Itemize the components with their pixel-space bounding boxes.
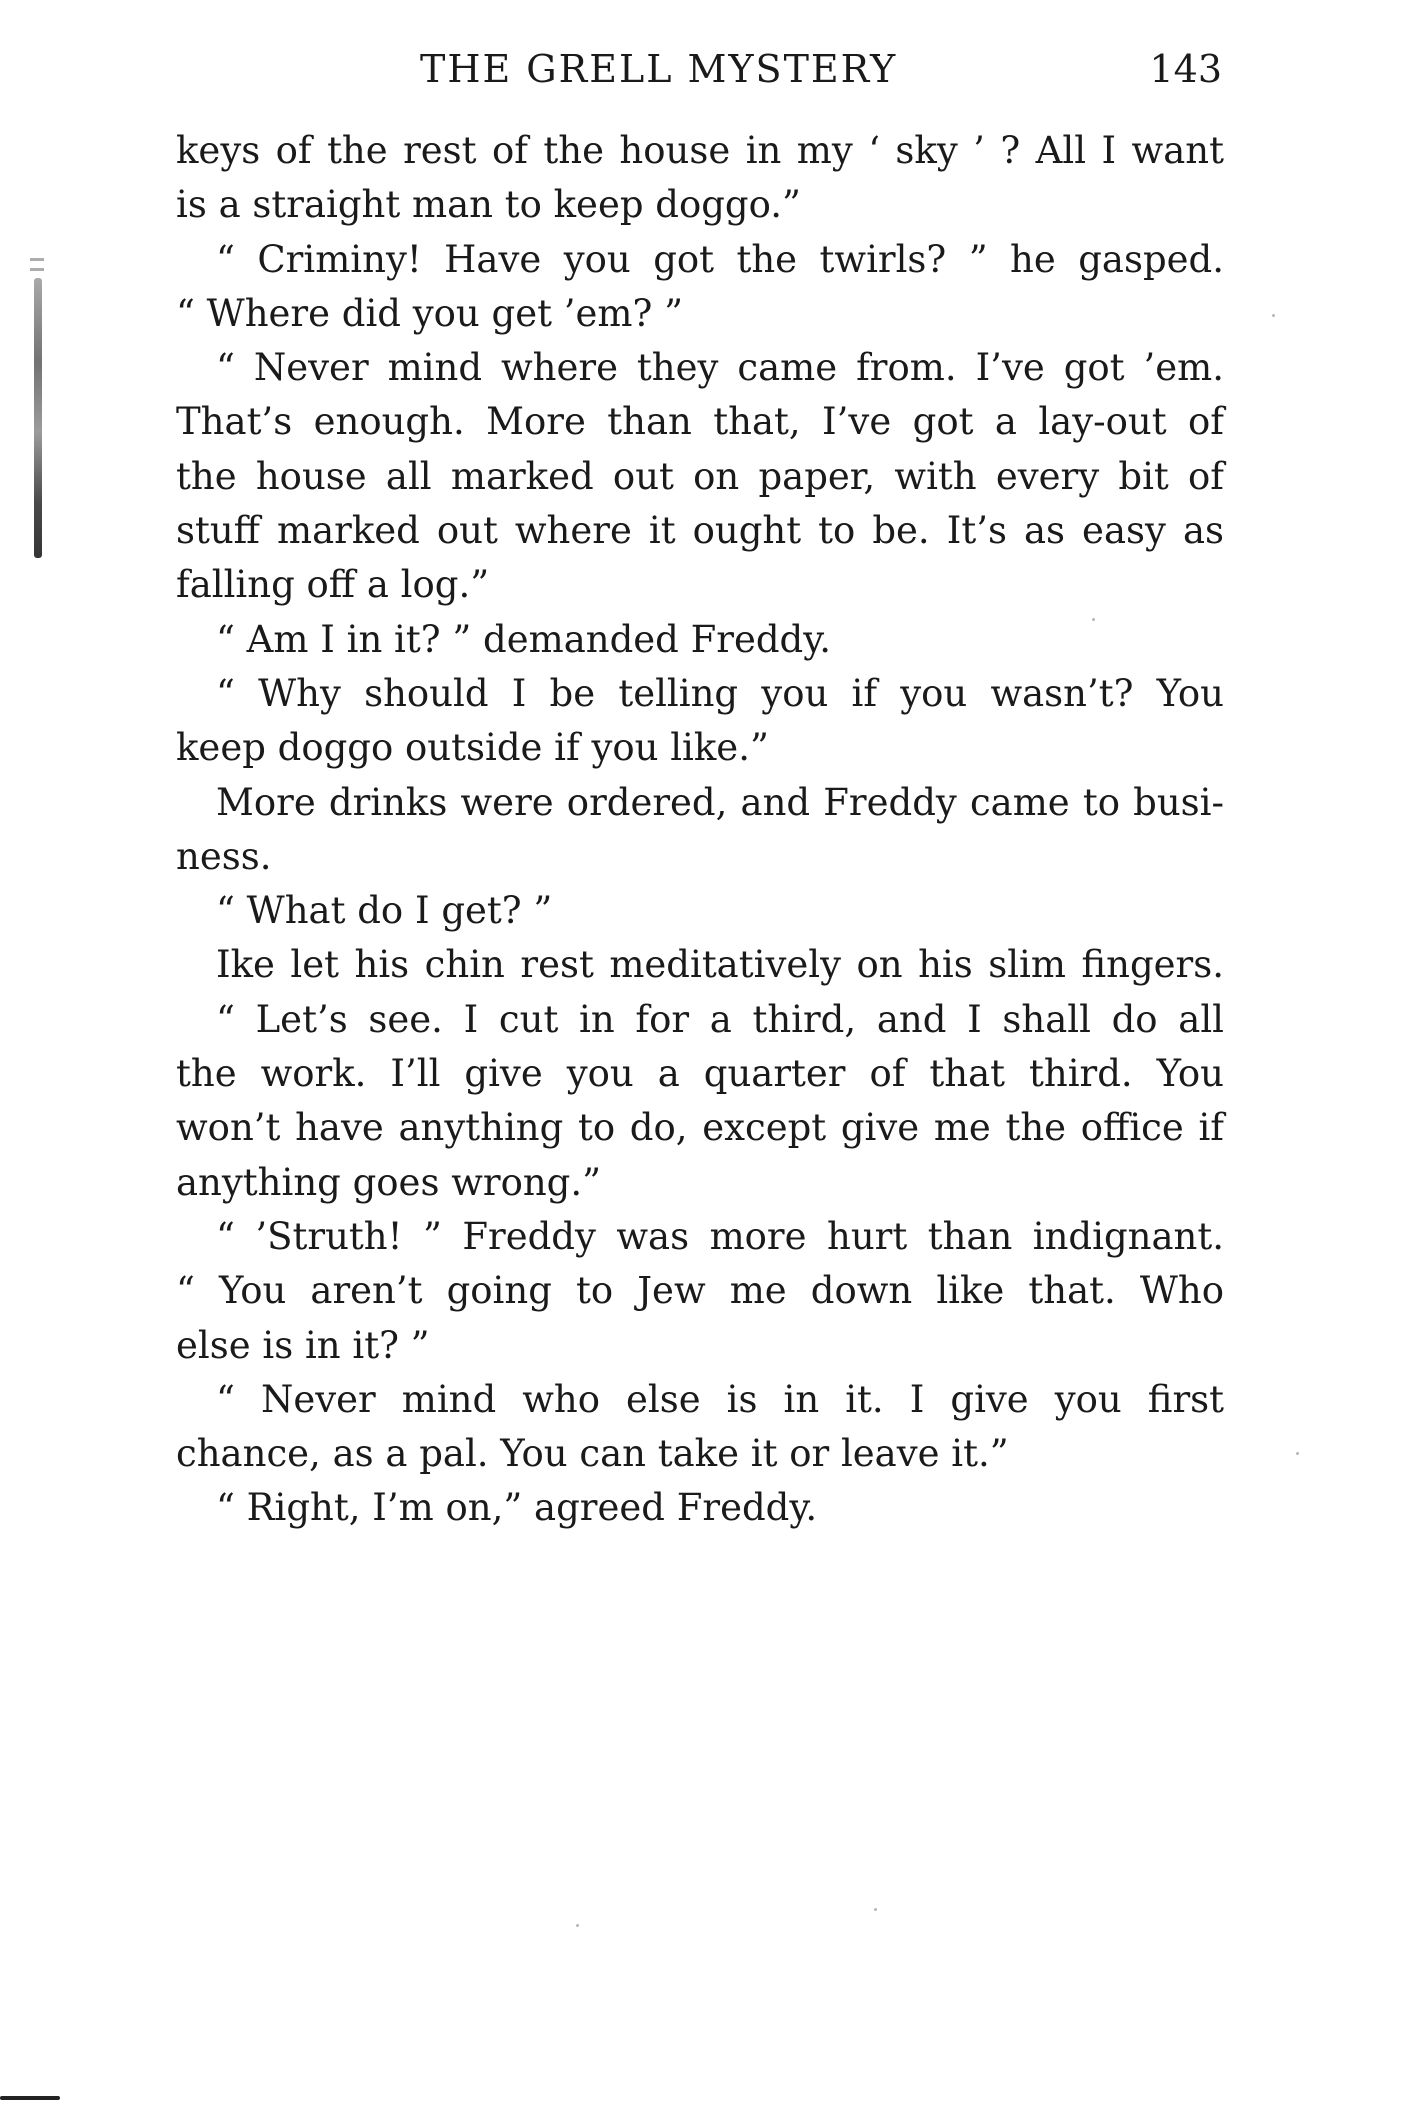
bleed-stroke: [34, 278, 42, 558]
text-line: “ ’Struth! ” Freddy was more hurt than indignant.: [216, 1214, 1224, 1258]
text-line: “ Where did you get ’em? ”: [176, 291, 683, 335]
text-line: “ Let’s see. I cut in for a third, and I shall do all: [216, 997, 1224, 1041]
dust-speck: [1092, 618, 1095, 621]
page-number: 143: [1149, 47, 1222, 91]
text-line: “ What do I get? ”: [216, 889, 553, 933]
text-line: “ Criminy! Have you got the twirls? ” he gasped.: [216, 237, 1224, 281]
text-line: the house all marked out on paper, with every bit of: [176, 454, 1224, 498]
text-line: “ Right, I’m on,” agreed Freddy.: [216, 1486, 818, 1530]
text-line: the work. I’ll give you a quarter of that third. You: [176, 1052, 1224, 1096]
dust-speck: [1272, 314, 1275, 317]
text-line: is a straight man to keep doggo.”: [176, 183, 801, 227]
text-line: falling off a log.”: [176, 563, 490, 607]
text-line: chance, as a pal. You can take it or leave it.”: [176, 1432, 1009, 1476]
text-line: keys of the rest of the house in my ‘ sky ’ ? All I want: [176, 129, 1224, 172]
text-line: Ike let his chin rest meditatively on his slim fingers.: [216, 943, 1224, 987]
text-line: “ Never mind where they came from. I’ve got ’em.: [216, 346, 1224, 390]
running-head: [172, 44, 1222, 94]
text-line: “ You aren’t going to Jew me down like that. Who: [176, 1269, 1224, 1313]
dust-speck: [576, 1924, 579, 1927]
text-line: anything goes wrong.”: [176, 1160, 602, 1204]
text-line: keep doggo outside if you like.”: [176, 726, 769, 770]
text-line: That’s enough. More than that, I’ve got a lay-out of: [176, 400, 1224, 444]
bleed-speck: [30, 268, 44, 271]
body-text: [176, 124, 1224, 1536]
text-line: else is in it? ”: [176, 1323, 430, 1367]
text-line: “ Am I in it? ” demanded Freddy.: [216, 617, 831, 661]
text-line: More drinks were ordered, and Freddy came to busi-: [216, 780, 1224, 824]
bleed-speck: [30, 258, 44, 261]
text-line: “ Never mind who else is in it. I give you first: [216, 1377, 1224, 1421]
running-title: THE GRELL MYSTERY: [420, 47, 898, 91]
dust-speck: [874, 1908, 877, 1911]
text-line: “ Why should I be telling you if you wasn’t? You: [216, 671, 1224, 715]
page-edge-mark: [0, 2096, 60, 2100]
text-line: ness.: [176, 834, 272, 878]
text-line: stuff marked out where it ought to be. It’s as easy as: [176, 509, 1224, 553]
binding-bleed-mark: [26, 258, 48, 560]
text-line: won’t have anything to do, except give me the office if: [176, 1106, 1224, 1150]
dust-speck: [1296, 1452, 1299, 1455]
